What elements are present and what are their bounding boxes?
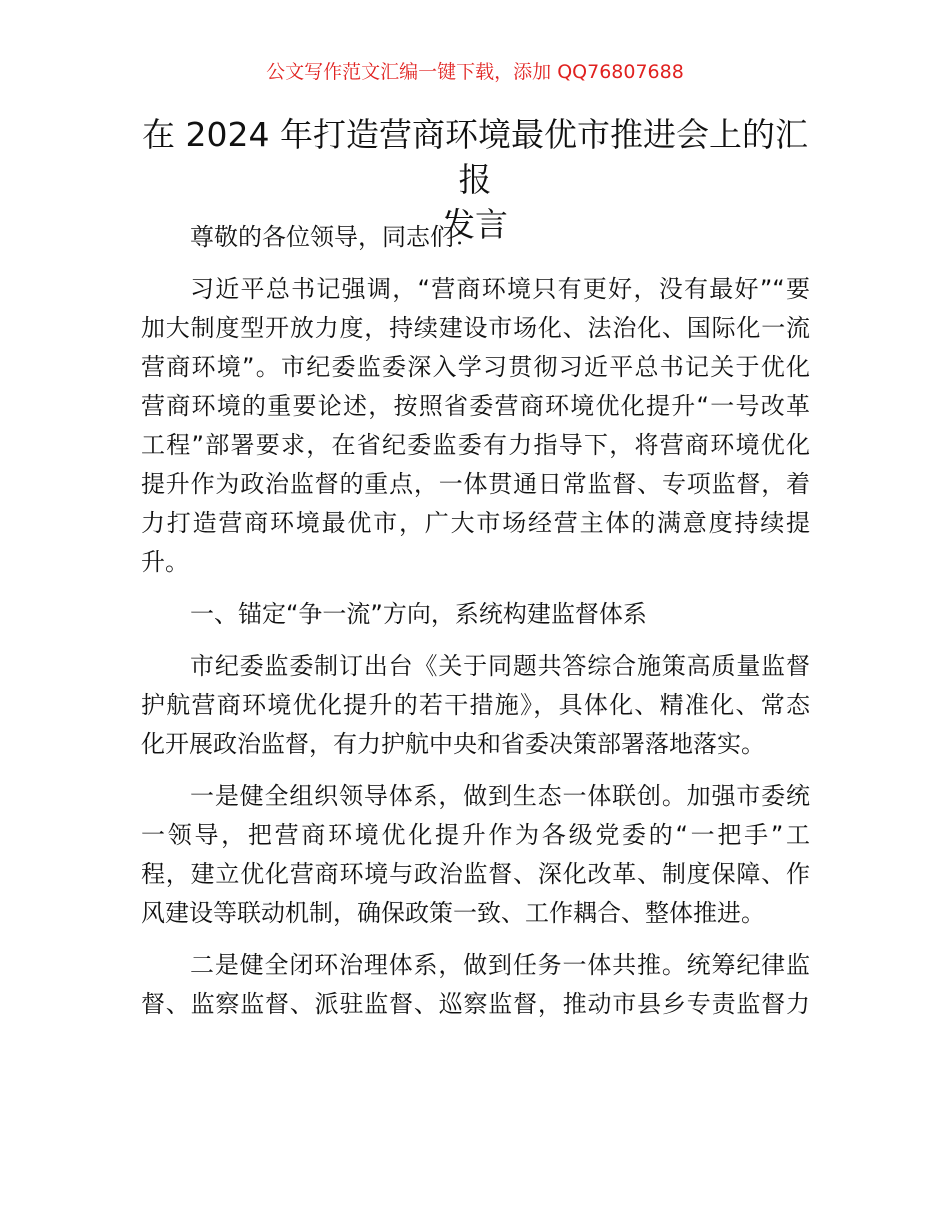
text-line: 风建设等联动机制，确保政策一致、工作耦合、整体推进。 — [141, 899, 765, 927]
section-heading — [141, 595, 810, 634]
text-line: 营商环境”。市纪委监委深入学习贯彻习近平总书记关于优化 — [141, 353, 810, 381]
paragraph — [141, 946, 810, 1024]
title-line: 发言 — [442, 205, 508, 244]
text-line: 尊敬的各位领导，同志们： — [190, 223, 478, 251]
download-banner: 公文写作范文汇编一键下载，添加 QQ76807688 — [266, 61, 684, 83]
paragraph — [141, 647, 810, 764]
text-line: 一领导，把营商环境优化提升作为各级党委的“一把手”工 — [141, 821, 810, 849]
text-line: 加大制度型开放力度，持续建设市场化、法治化、国际化一流 — [141, 314, 810, 342]
text-line: 提升作为政治监督的重点，一体贯通日常监督、专项监督，着 — [141, 470, 810, 498]
text-line: 习近平总书记强调，“营商环境只有更好，没有最好”“要 — [190, 275, 810, 303]
text-line: 护航营商环境优化提升的若干措施》，具体化、精准化、常态 — [141, 691, 810, 719]
text-line: 督、监察监督、派驻监督、巡察监督，推动市县乡专责监督力 — [141, 990, 810, 1018]
text-line: 一是健全组织领导体系，做到生态一体联创。加强市委统 — [190, 782, 810, 810]
text-line: 工程”部署要求，在省纪委监委有力指导下，将营商环境优化 — [141, 431, 810, 459]
text-line: 升。 — [141, 548, 189, 576]
text-line: 营商环境的重要论述，按照省委营商环境优化提升“一号改革 — [141, 392, 810, 420]
paragraph — [141, 270, 810, 582]
title-line: 在 2024 年打造营商环境最优市推进会上的汇报 — [142, 115, 808, 199]
document-body — [141, 218, 810, 1037]
paragraph — [141, 777, 810, 933]
text-line: 一、锚定“争一流”方向，系统构建监督体系 — [190, 600, 647, 628]
paragraph — [141, 218, 810, 257]
text-line: 力打造营商环境最优市，广大市场经营主体的满意度持续提 — [141, 509, 810, 537]
text-line: 市纪委监委制订出台《关于同题共答综合施策高质量监督 — [190, 652, 810, 680]
text-line: 化开展政治监督，有力护航中央和省委决策部署落地落实。 — [141, 730, 765, 758]
text-line: 程，建立优化营商环境与政治监督、深化改革、制度保障、作 — [141, 860, 810, 888]
text-line: 二是健全闭环治理体系，做到任务一体共推。统筹纪律监 — [190, 951, 810, 979]
